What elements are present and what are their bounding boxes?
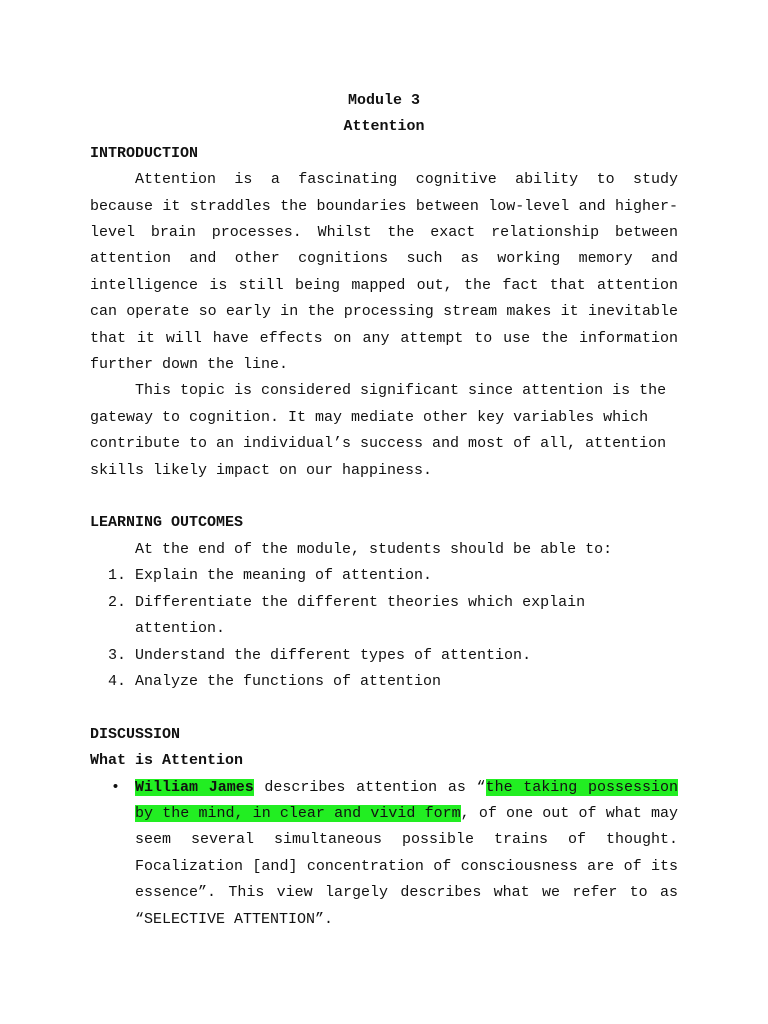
list-item: 4. Analyze the functions of attention (135, 669, 678, 695)
highlighted-quote: the taking possession by the mind, in clear and vivid form (135, 778, 678, 822)
introduction-paragraph-1: Attention is a fascinating cognitive ability to study because it straddles the boundaries between low-level and higher-level brain processes. Whilst the exact relationship between attention and other cognitions such as working memory and intelligence is still being mapped out, the fact that attention can operate so early in the processing stream makes it inevitable that it will have effects on any attempt to use the information further down the line. (90, 171, 678, 374)
module-number: Module 3 (347, 92, 420, 109)
introduction-paragraph-2: This topic is considered significant since attention is the gateway to cognition. It may mediate other key variables which contribute to an individual’s success and most of all, attention skills likely impact on our happiness. (90, 382, 667, 479)
introduction-heading: INTRODUCTION (90, 144, 199, 162)
bullet-item (111, 775, 678, 933)
discussion-heading: DISCUSSION (90, 725, 181, 743)
learning-outcomes-intro: At the end of the module, students should be able to: (135, 540, 613, 558)
bullet-icon: • (111, 778, 121, 796)
author-name: William James (135, 778, 254, 796)
section-spacer (90, 695, 678, 721)
bullet-text-before-quote: describes attention as “ (253, 778, 486, 796)
discussion-subheading: What is Attention (90, 752, 244, 770)
bullet-text-after: , of one out of what may seem several simultaneous possible trains of thought. Focalization [and] concentration of consciousness are of its essence”. This view largely describes what we refer to as “SELECTIVE ATTENTION”. (135, 804, 678, 928)
list-item: 2. Differentiate the different theories which explain attention. (135, 590, 678, 643)
discussion-bullet-list (90, 775, 678, 933)
list-item: 1. Explain the meaning of attention. (135, 563, 678, 589)
list-item: 3. Understand the different types of attention. (135, 643, 678, 669)
module-title: Attention (343, 118, 425, 136)
learning-outcomes-list (90, 563, 678, 695)
learning-outcomes-heading: LEARNING OUTCOMES (90, 514, 244, 532)
section-spacer (90, 484, 678, 510)
document-page (90, 88, 678, 933)
